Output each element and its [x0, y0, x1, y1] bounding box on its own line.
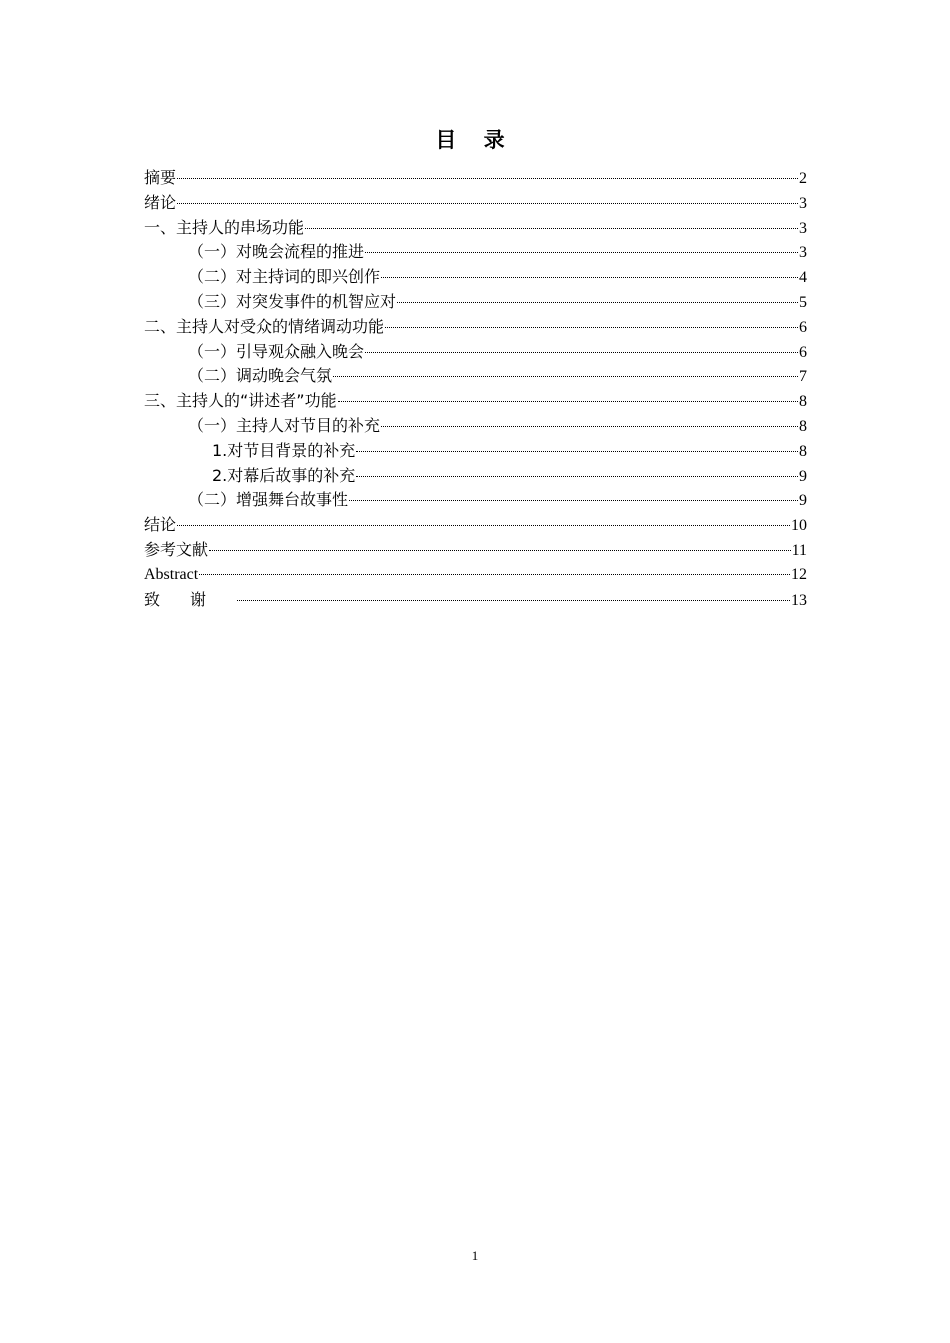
toc-leader-dots — [177, 178, 798, 179]
toc-leader-dots — [356, 451, 798, 452]
toc-entry[interactable] — [144, 513, 807, 538]
toc-entry-page: 12 — [791, 565, 807, 583]
toc-leader-dots — [305, 228, 798, 229]
toc-leader-dots — [237, 600, 790, 601]
toc-entry-label: 2.对幕后故事的补充 — [212, 465, 356, 485]
toc-entry[interactable] — [144, 216, 807, 241]
toc-entry-page: 11 — [791, 541, 807, 559]
toc-leader-dots — [199, 574, 790, 575]
toc-entry[interactable] — [144, 414, 807, 439]
toc-leader-dots — [177, 525, 790, 526]
toc-entry-page: 10 — [791, 517, 807, 535]
toc-entry-page: 3 — [799, 244, 807, 262]
toc-entry[interactable] — [144, 563, 807, 588]
toc-entry[interactable] — [144, 240, 807, 265]
toc-entry-label: （一）对晚会流程的推进 — [188, 242, 365, 262]
toc-leader-dots — [209, 550, 791, 551]
toc-entry-page: 4 — [799, 269, 807, 287]
toc-leader-dots — [356, 476, 798, 477]
toc-leader-dots — [333, 376, 798, 377]
toc-entry-label: （三）对突发事件的机智应对 — [188, 291, 397, 311]
toc-entry-page: 13 — [791, 591, 807, 609]
toc-entry[interactable] — [144, 191, 807, 216]
toc-entry[interactable] — [144, 315, 807, 340]
toc-entry[interactable] — [144, 166, 807, 191]
toc-entry-label: Abstract — [144, 565, 199, 583]
toc-entry-page: 9 — [799, 467, 807, 485]
toc-entry-label: 参考文献 — [144, 539, 209, 559]
toc-entry-page: 8 — [799, 393, 807, 411]
toc-entry-page: 3 — [799, 194, 807, 212]
toc-entry-page: 9 — [799, 492, 807, 510]
toc-leader-dots — [381, 426, 798, 427]
toc-entry[interactable] — [144, 464, 807, 489]
page-number: 1 — [471, 1248, 479, 1263]
table-of-contents — [144, 166, 807, 612]
toc-entry-page: 8 — [799, 442, 807, 460]
toc-entry[interactable] — [144, 364, 807, 389]
toc-entry-label: 1.对节目背景的补充 — [212, 440, 356, 460]
toc-leader-dots — [177, 203, 798, 204]
toc-entry-label: 绪论 — [144, 192, 177, 212]
toc-leader-dots — [397, 302, 798, 303]
toc-entry-label: 三、主持人的“讲述者”功能 — [144, 391, 337, 411]
toc-entry[interactable] — [144, 340, 807, 365]
toc-leader-dots — [365, 352, 798, 353]
toc-entry-label: （二）对主持词的即兴创作 — [188, 267, 381, 287]
toc-leader-dots — [349, 500, 798, 501]
toc-leader-dots — [385, 327, 798, 328]
toc-entry-page: 3 — [799, 219, 807, 237]
toc-entry-label: 结论 — [144, 515, 177, 535]
toc-entry[interactable] — [144, 439, 807, 464]
toc-entry-page: 6 — [799, 318, 807, 336]
toc-entry[interactable] — [144, 538, 807, 563]
toc-leader-dots — [381, 277, 798, 278]
toc-entry-page: 8 — [799, 417, 807, 435]
toc-entry-label: 摘要 — [144, 168, 177, 187]
toc-entry-label: 一、主持人的串场功能 — [144, 217, 305, 237]
toc-leader-dots — [365, 252, 798, 253]
toc-entry-label: （二）增强舞台故事性 — [188, 490, 349, 510]
toc-entry[interactable] — [144, 265, 807, 290]
toc-entry[interactable] — [144, 588, 807, 613]
toc-entry-page: 5 — [799, 293, 807, 311]
toc-leader-dots — [338, 401, 798, 402]
toc-entry-page: 2 — [799, 170, 807, 187]
toc-entry-label: （一）引导观众融入晚会 — [188, 341, 365, 361]
toc-entry[interactable] — [144, 290, 807, 315]
page-title: 目 录 — [435, 128, 515, 152]
toc-entry[interactable] — [144, 389, 807, 414]
toc-entry-label: 致谢 — [144, 589, 237, 609]
toc-entry-label: （一）主持人对节目的补充 — [188, 415, 381, 435]
toc-entry-label: （二）调动晚会气氛 — [188, 366, 333, 386]
toc-entry[interactable] — [144, 488, 807, 513]
toc-entry-label: 二、主持人对受众的情绪调动功能 — [144, 316, 385, 336]
toc-entry-page: 6 — [799, 343, 807, 361]
toc-entry-page: 7 — [799, 368, 807, 386]
